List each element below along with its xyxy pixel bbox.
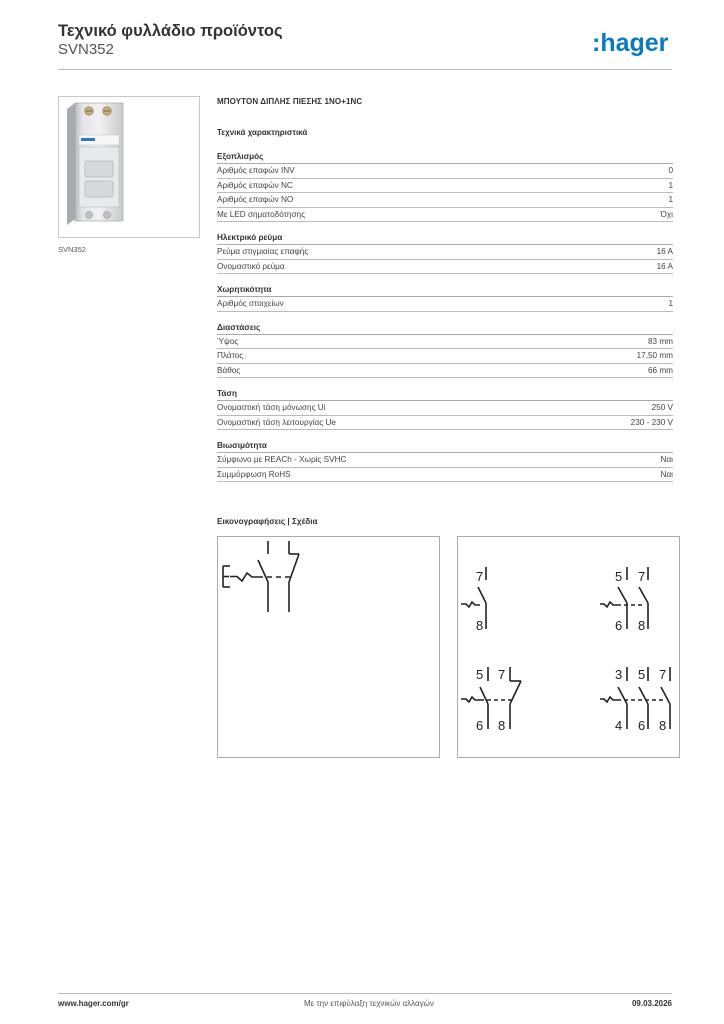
hager-logo	[592, 29, 674, 59]
spec-label: Ονομαστική τάση λειτουργίας Ue	[217, 417, 336, 427]
spec-value: 17,50 mm	[636, 351, 673, 360]
spec-row	[217, 208, 673, 223]
section-electric-current	[217, 232, 673, 274]
spec-label: Σύμφωνο με REACh - Χωρίς SVHC	[217, 455, 347, 464]
spec-label: Ύψος	[217, 336, 239, 346]
section-title: Βιωσιμότητα	[217, 440, 673, 453]
spec-row	[217, 245, 673, 260]
spec-value: Ναι	[660, 469, 673, 479]
spec-value: 1	[668, 195, 673, 204]
terminal-label: 7	[659, 667, 667, 682]
product-code: SVN352	[58, 41, 114, 58]
contact-configuration-diagrams	[457, 536, 680, 758]
footer-website: www.hager.com/gr	[58, 999, 129, 1008]
spec-row	[217, 453, 673, 468]
spec-row	[217, 297, 673, 312]
product-name: ΜΠΟΥΤΟΝ ΔΙΠΛΗΣ ΠΙΕΣΗΣ 1NO+1NC	[217, 97, 363, 106]
spec-value: 0	[668, 166, 673, 175]
section-title: Διαστάσεις	[217, 322, 673, 335]
spec-label: Αριθμός επαφών NC	[217, 180, 293, 190]
illustrations-heading: Εικονογραφήσεις | Σχέδια	[217, 517, 318, 526]
terminal-label: 6	[476, 718, 484, 733]
terminal-label: 6	[638, 718, 646, 733]
spec-row	[217, 364, 673, 379]
spec-value: 1	[668, 299, 673, 308]
spec-row	[217, 468, 673, 483]
spec-label: Αριθμός επαφών NO	[217, 195, 294, 204]
section-sustainability	[217, 440, 673, 482]
section-title: Ηλεκτρικό ρεύμα	[217, 232, 673, 245]
spec-row	[217, 193, 673, 208]
terminal-label: 7	[498, 667, 506, 682]
section-dimensions	[217, 322, 673, 379]
section-title: Τάση	[217, 388, 673, 401]
contact-configuration-drawing	[458, 537, 679, 757]
spec-label: Ονομαστικό ρεύμα	[217, 261, 285, 271]
section-title: Χωρητικότητα	[217, 284, 673, 297]
product-photo	[59, 97, 199, 237]
document-title: Τεχνικό φυλλάδιο προϊόντος	[58, 22, 283, 40]
spec-value: Όχι	[660, 209, 673, 219]
footer-divider	[58, 993, 672, 994]
spec-value: 1	[668, 180, 673, 190]
spec-value: 66 mm	[647, 365, 673, 375]
terminal-label: 7	[638, 569, 646, 584]
spec-row	[217, 401, 673, 416]
technical-characteristics-heading: Τεχνικά χαρακτηριστικά	[217, 128, 308, 137]
pushbutton-symbol-drawing	[218, 537, 439, 757]
section-equipment	[217, 151, 673, 222]
terminal-label: 8	[659, 718, 667, 733]
terminal-label: 8	[498, 718, 506, 733]
spec-label: Με LED σηματοδότησης	[217, 209, 306, 219]
terminal-label: 5	[476, 667, 484, 682]
section-voltage	[217, 388, 673, 430]
spec-label: Αριθμός επαφών INV	[217, 166, 295, 175]
spec-label: Συμμόρφωση RoHS	[217, 469, 291, 479]
spec-value: 16 A	[656, 247, 673, 256]
spec-row	[217, 416, 673, 431]
spec-row	[217, 179, 673, 194]
section-capacity	[217, 284, 673, 312]
pushbutton-symbol-diagram	[217, 536, 440, 758]
terminal-label: 6	[615, 618, 623, 633]
spec-label: Βάθος	[217, 365, 241, 375]
spec-value: 250 V	[651, 403, 673, 412]
section-title: Εξοπλισμός	[217, 151, 673, 164]
spec-row	[217, 260, 673, 275]
spec-label: Ονομαστική τάση μόνωσης Ui	[217, 403, 326, 412]
footer-date: 09.03.2026	[631, 999, 672, 1008]
spec-label: Πλάτος	[217, 351, 244, 360]
spec-value: 230 - 230 V	[630, 417, 673, 427]
terminal-label: 5	[615, 569, 623, 584]
spec-row	[217, 164, 673, 179]
product-image	[58, 96, 200, 238]
terminal-label: 7	[476, 569, 484, 584]
header-divider	[58, 69, 672, 70]
spec-value: Ναι	[660, 455, 673, 464]
logo-text: :hager	[592, 29, 669, 57]
spec-row	[217, 335, 673, 350]
terminal-label: 8	[476, 618, 484, 633]
terminal-label: 3	[615, 667, 623, 682]
spec-row	[217, 349, 673, 364]
terminal-label: 8	[638, 618, 646, 633]
product-image-caption: SVN352	[58, 245, 86, 254]
spec-value: 16 A	[656, 261, 673, 271]
spec-value: 83 mm	[647, 336, 673, 346]
footer-disclaimer: Με την επιφύλαξη τεχνικών αλλαγών	[304, 999, 434, 1008]
spec-label: Ρεύμα στιγμιαίας επαφής	[217, 247, 309, 256]
terminal-label: 5	[638, 667, 646, 682]
specifications	[217, 96, 673, 482]
spec-label: Αριθμός στοιχείων	[217, 299, 284, 308]
terminal-label: 4	[615, 718, 623, 733]
